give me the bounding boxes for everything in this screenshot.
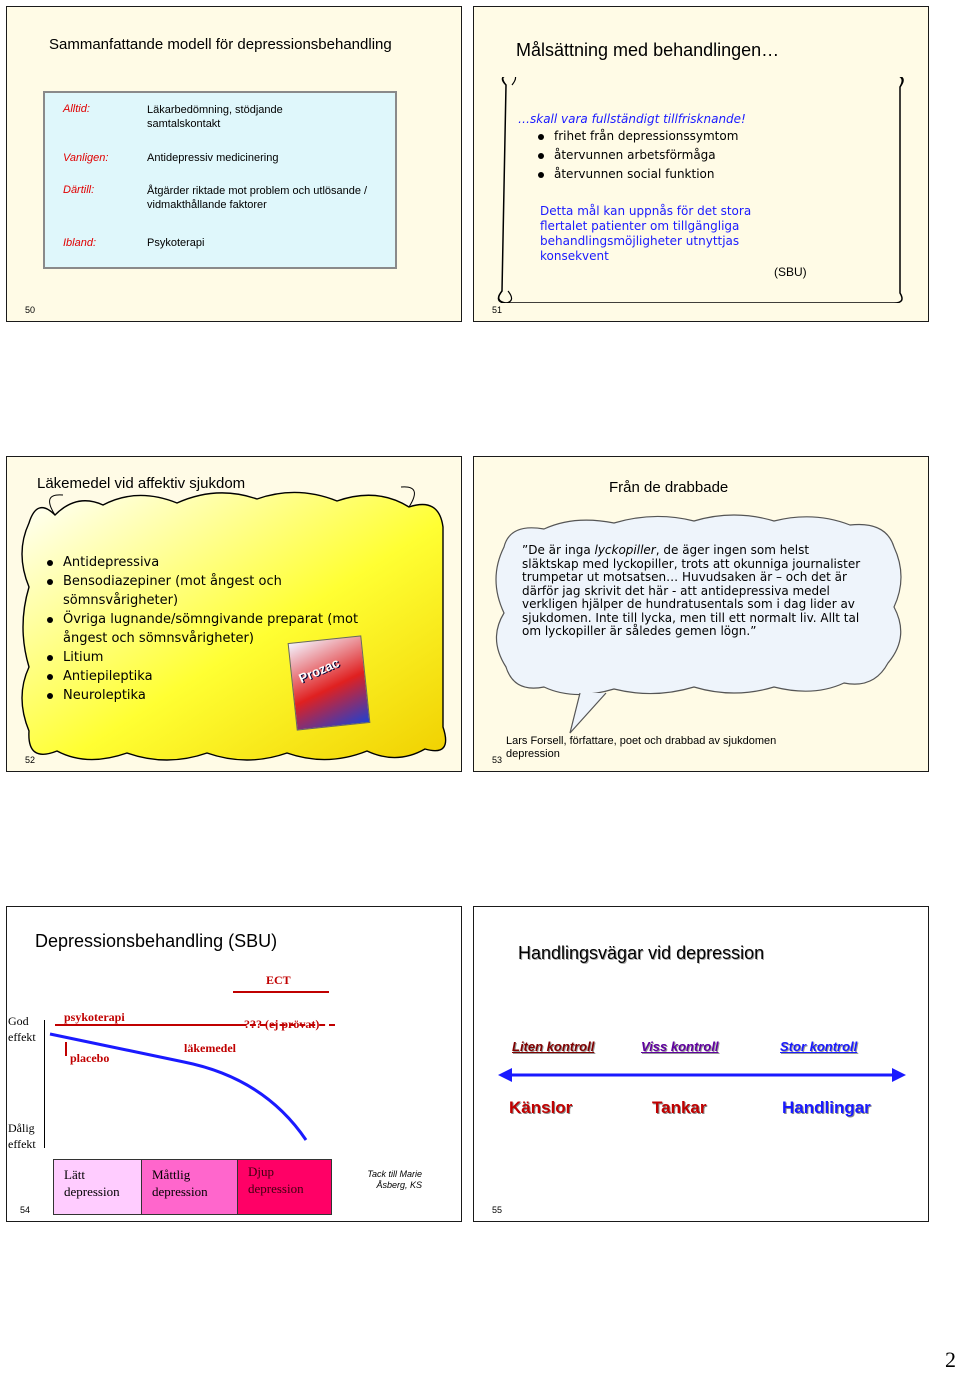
row-key: Alltid:	[63, 103, 90, 115]
severity-moderate: Måttlig depression	[141, 1159, 239, 1215]
double-arrow	[496, 1065, 908, 1085]
credit-text: Tack till Marie Åsberg, KS	[367, 1169, 422, 1190]
control-label-high: Stor kontroll	[780, 1039, 858, 1054]
source-label: (SBU)	[774, 265, 807, 279]
quote-text	[522, 544, 862, 639]
row-key: Därtill:	[63, 184, 95, 196]
slide-title: Från de drabbade	[609, 479, 729, 496]
bad-effect-label: Dålig effekt	[8, 1121, 36, 1151]
row-key: Ibland:	[63, 237, 97, 249]
ect-label: ECT	[266, 973, 291, 987]
severity-severe: Djup depression	[237, 1159, 332, 1215]
slide-52	[6, 456, 462, 772]
unknown-label: ??? (ej prövat)	[244, 1017, 320, 1031]
slide-title: Handlingsvägar vid depression	[518, 943, 765, 963]
slide-subtitle: …skall vara fullständigt tillfrisknande!	[518, 112, 746, 126]
quote-part: , de äger ingen som helst släktskap med lyckopiller, trots att okunniga journalister trumpetar ut motsatsen… Huvudsaken är – och det är därför jag skrivit det här - att antidepressiva medel verkligen hjälper de hundratusentals som i dag lider av sjukdomen. Inte till lycka, men till ett normalt liv. Allt tal om lyckopiller är således gemen lögn.”	[522, 543, 861, 638]
treatment-model-box	[43, 91, 397, 269]
slide-50	[6, 6, 462, 322]
list-item: Övriga lugnande/sömngivande preparat (mot ångest och sömnsvårigheter)	[45, 610, 365, 648]
list-item: Antiepileptika	[45, 667, 365, 686]
list-item: Litium	[45, 648, 365, 667]
psykoterapi-label: psykoterapi	[64, 1010, 125, 1024]
slide-51	[473, 6, 929, 322]
row-key: Vanligen:	[63, 152, 109, 164]
page-number: 2	[945, 1347, 956, 1372]
medication-effect-curve	[44, 1028, 344, 1158]
list-item: återvunnen arbetsförmåga	[536, 146, 738, 165]
row-value: Åtgärder riktade mot problem och utlösande / vidmakthållande faktorer	[147, 185, 368, 211]
slide-title: Depressionsbehandling (SBU)	[35, 931, 278, 951]
goal-statement: Detta mål kan uppnås för det stora flertalet patienter om tillgängliga behandlingsmöjligheter utnyttjas konsekvent	[540, 204, 752, 263]
list-item: återvunnen social funktion	[536, 165, 738, 184]
slide-number: 54	[20, 1205, 31, 1215]
quote-attribution: Lars Forsell, författare, poet och drabbad av sjukdomen depression	[506, 735, 777, 760]
control-label-medium: Viss kontroll	[641, 1039, 719, 1054]
scroll-frame	[492, 77, 910, 303]
slide-title: Läkemedel vid affektiv sjukdom	[37, 475, 246, 492]
dimension-label-actions: Handlingar	[782, 1098, 871, 1117]
list-item: Antidepressiva	[45, 553, 365, 572]
control-label-low: Liten kontroll	[512, 1039, 595, 1054]
goal-list	[536, 127, 738, 184]
lakemedel-label: läkemedel	[184, 1041, 236, 1055]
quote-part: ”De är inga	[522, 543, 595, 557]
slide-55	[473, 906, 929, 1222]
row-value: Läkarbedömning, stödjande samtalskontakt	[147, 104, 283, 130]
dimension-label-emotions: Känslor	[509, 1098, 573, 1117]
list-item: frihet från depressionssymtom	[536, 127, 738, 146]
row-value: Psykoterapi	[147, 237, 205, 249]
list-item: Bensodiazepiner (mot ångest och sömnsvårigheter)	[45, 572, 365, 610]
slide-53	[473, 456, 929, 772]
placebo-label: placebo	[70, 1051, 110, 1065]
slide-number: 51	[492, 305, 503, 315]
slide-title: Målsättning med behandlingen…	[516, 40, 780, 60]
prozac-label: Prozac	[296, 654, 342, 687]
row-value: Antidepressiv medicinering	[147, 152, 279, 164]
quote-italic: lyckopiller	[594, 543, 656, 557]
list-item: Neuroleptika	[45, 686, 365, 705]
slide-number: 53	[492, 755, 503, 765]
prozac-box-image	[288, 635, 371, 730]
dimension-label-thoughts: Tankar	[652, 1098, 707, 1117]
slide-number: 55	[492, 1205, 503, 1215]
severity-mild: Lätt depression	[53, 1159, 143, 1215]
slide-number: 52	[25, 755, 36, 765]
ect-bar	[233, 991, 329, 993]
slide-title: Sammanfattande modell för depressionsbehandling	[49, 36, 392, 53]
good-effect-label: God effekt	[8, 1014, 36, 1044]
slide-number: 50	[25, 305, 36, 315]
